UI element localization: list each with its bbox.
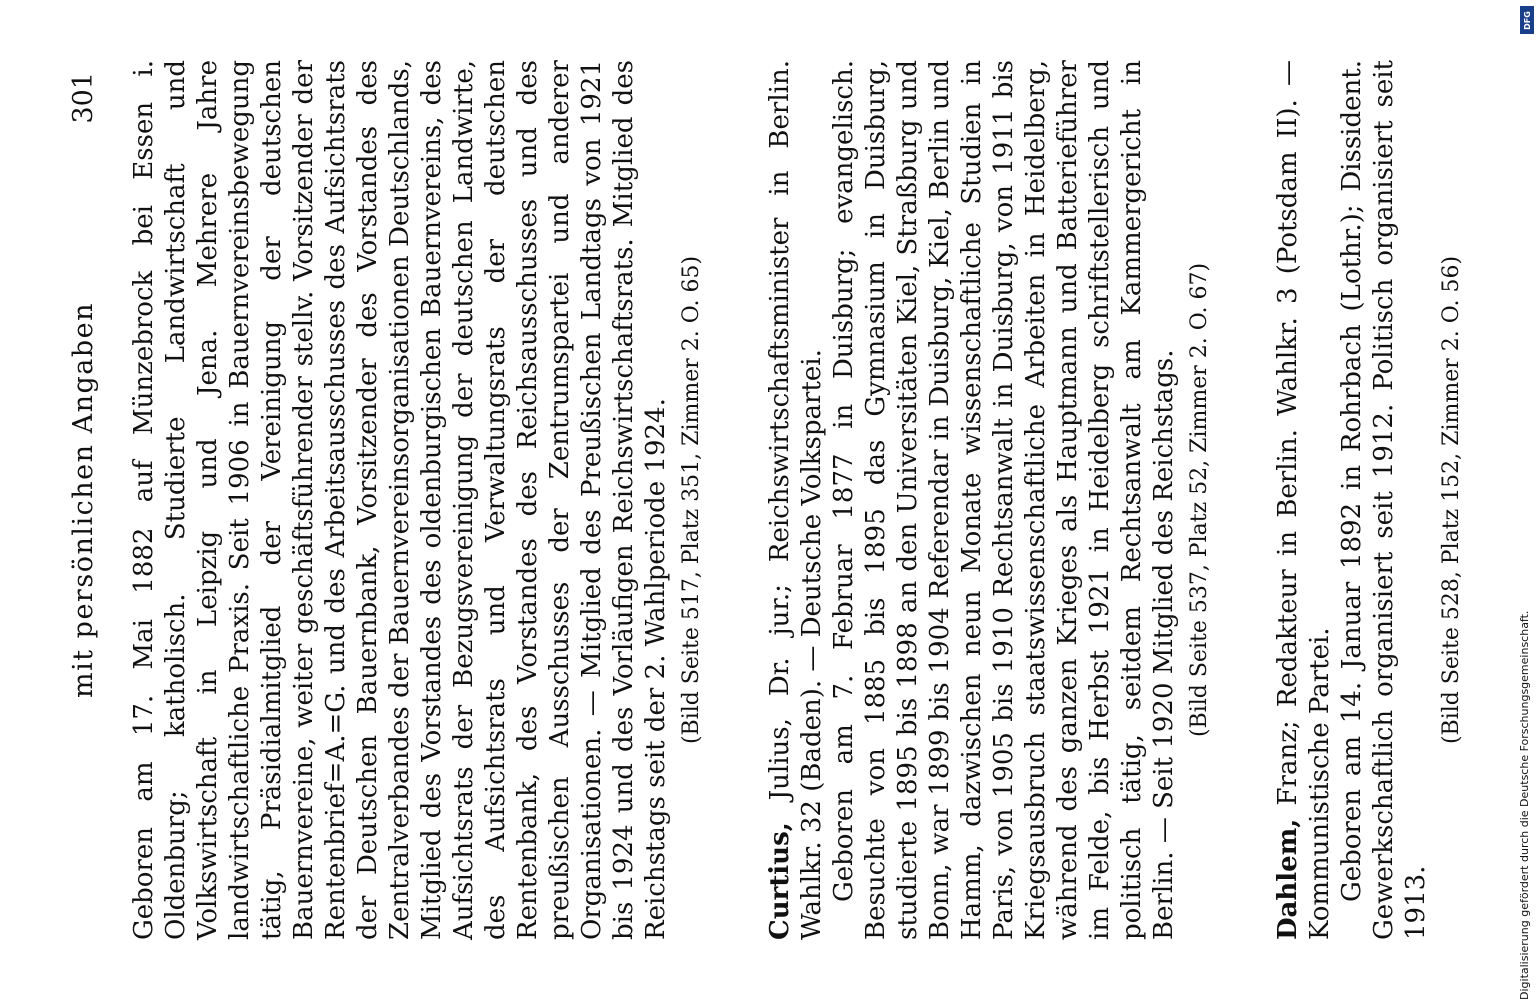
member-name: Curtius, bbox=[765, 822, 795, 940]
entry-paragraph: Geboren am 14. Januar 1892 in Rohrbach (Lothr.); Dissident. Gewerkschaftlich organisiert seit 1912. Politisch organisiert seit 1913. bbox=[1337, 60, 1431, 940]
page-header bbox=[68, 60, 116, 940]
dfg-logo: DFG bbox=[1520, 6, 1534, 34]
entry-intro bbox=[764, 60, 828, 940]
page-body bbox=[68, 60, 1466, 940]
entry-paragraph: Geboren am 17. Mai 1882 auf Münzebrock bei Essen i. Oldenburg; katholisch. Studierte Landwirtschaft und Volkswirtschaft in Leipzig und Jena. Mehrere Jahre landwirtschaftliche Praxis. Seit 1906 in Bauernvereinsbewegung tätig, Präsidialmitglied der Vereinigung der deutschen Bauernvereine, weiter geschäftsführender stellv. Vorsitzender der Rentenbrief=A.=G. und des Arbeitsausschusses des Aufsichtsrats der Deutschen Bauernbank, Vorsitzender des Vorstandes des Zentralverbandes der Bauernvereinsorganisationen Deutschlands, Mitglied des Vorstandes des oldenburgischen Bauernvereins, des Aufsichtsrats der Bezugsvereinigung der deutschen Landwirte, des Aufsichtsrats und Verwaltungsrats der deutschen Rentenbank, des Vorstandes des Reichsausschusses und des preußischen Ausschusses der Zentrumspartei und anderer Organisationen. — Mitglied des Preußischen Landtags von 1921 bis 1924 und des Vorläufigen Reichswirtschaftsrats. Mitglied des Reichstags seit der 2. Wahlperiode 1924. bbox=[129, 60, 671, 940]
entry-intro bbox=[1272, 60, 1336, 940]
biography-entry bbox=[128, 60, 706, 940]
digitization-credit: Digitalisierung gefördert durch die Deutsche Forschungsgemeinschaft. bbox=[1518, 610, 1531, 1000]
entry-paragraph: Geboren am 7. Februar 1877 in Duisburg; evangelisch. Besuchte von 1885 bis 1895 das Gymnasium in Duisburg, studierte 1895 bis 1898 an den Universitäten Kiel, Straßburg und Bonn, war 1899 bis 1904 Referendar in Duisburg, Kiel, Berlin und Hamm, dazwischen neun Monate wissenschaftliche Studien in Paris, von 1905 bis 1910 Rechtsanwalt in Duisburg, von 1911 bis Kriegsausbruch staatswissenschaftliche Arbeiten in Heidelberg, während des ganzen Krieges als Hauptmann und Batterieführer im Felde, bis Herbst 1921 in Heidelberg schriftstellerisch und politisch tätig, seitdem Rechtsanwalt am Kammergericht in Berlin. — Seit 1920 Mitglied des Reichstags. bbox=[829, 60, 1179, 940]
digitization-note bbox=[1514, 0, 1536, 1000]
entry-intro-text: Julius, Dr. jur.; Reichswirtschaftsminister in Berlin. Wahlkr. 32 (Baden). — Deutsche Volkspartei. bbox=[765, 60, 827, 940]
running-title: mit persönlichen Angaben bbox=[68, 302, 99, 698]
member-name: Dahlem, bbox=[1273, 818, 1303, 940]
biography-entry bbox=[764, 60, 1214, 940]
image-reference: (Bild Seite 537, Platz 52, Zimmer 2. O. 67) bbox=[1187, 262, 1212, 738]
image-reference: (Bild Seite 517, Platz 351, Zimmer 2. O. 65) bbox=[679, 255, 704, 745]
image-reference: (Bild Seite 528, Platz 152, Zimmer 2. O. 56) bbox=[1439, 255, 1464, 745]
page-number: 301 bbox=[68, 72, 99, 124]
entry-intro-text: Franz; Redakteur in Berlin. Wahlkr. 3 (Potsdam II). — Kommunistische Partei. bbox=[1273, 60, 1335, 940]
biography-entry bbox=[1272, 60, 1466, 940]
